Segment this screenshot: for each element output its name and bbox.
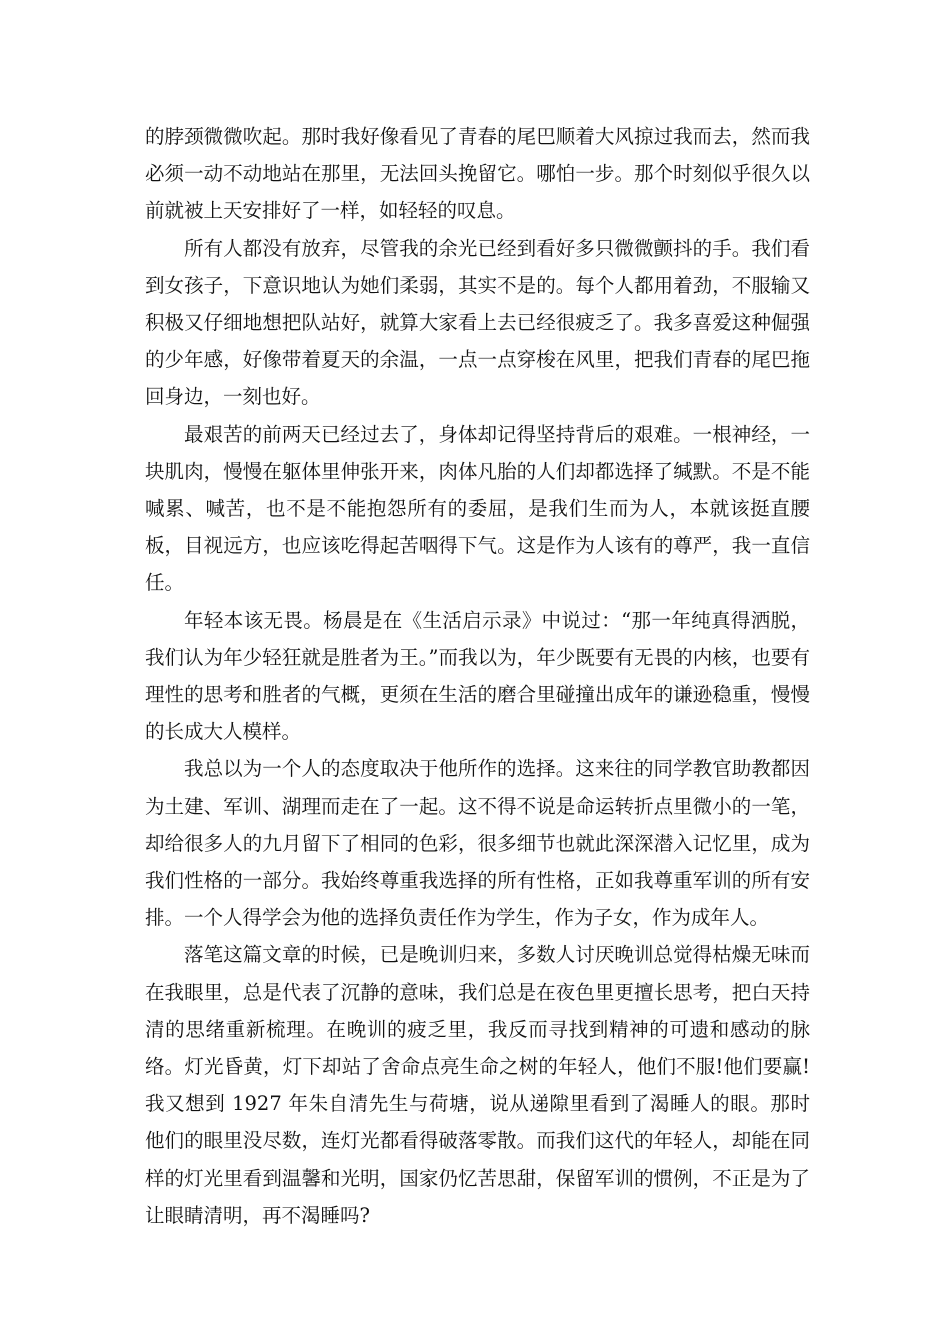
document-body xyxy=(145,118,810,1234)
paragraph: 最艰苦的前两天已经过去了，身体却记得坚持背后的艰难。一根神经，一块肌肉，慢慢在躯体里伸张开来，肉体凡胎的人们却都选择了缄默。不是不能喊累、喊苦，也不是不能抱怨所有的委屈，是我们生而为人，本就该挺直腰板，目视远方，也应该吃得起苦咽得下气。这是作为人该有的尊严，我一直信任。 xyxy=(145,422,810,595)
paragraph: 年轻本该无畏。杨晨是在《生活启示录》中说过：“那一年纯真得洒脱，我们认为年少轻狂就是胜者为王。”而我以为，年少既要有无畏的内核，也要有理性的思考和胜者的气概，更须在生活的磨合里碰撞出成年的谦逊稳重，慢慢的长成大人模样。 xyxy=(145,608,810,744)
paragraph: 我总以为一个人的态度取决于他所作的选择。这来往的同学教官助教都因为土建、军训、湖理而走在了一起。这不得不说是命运转折点里微小的一笔，却给很多人的九月留下了相同的色彩，很多细节也就此深深潜入记忆里，成为我们性格的一部分。我始终尊重我选择的所有性格，正如我尊重军训的所有安排。一个人得学会为他的选择负责任作为学生，作为子女，作为成年人。 xyxy=(145,757,810,930)
paragraph: 所有人都没有放弃，尽管我的余光已经到看好多只微微颤抖的手。我们看到女孩子，下意识地认为她们柔弱，其实不是的。每个人都用着劲，不服输又积极又仔细地想把队站好，就算大家看上去已经很疲乏了。我多喜爱这种倔强的少年感，好像带着夏天的余温，一点一点穿梭在风里，把我们青春的尾巴拖回身边，一刻也好。 xyxy=(145,236,810,409)
paragraph-continued: 的脖颈微微吹起。那时我好像看见了青春的尾巴顺着大风掠过我而去，然而我必须一动不动地站在那里，无法回头挽留它。哪怕一步。那个时刻似乎很久以前就被上天安排好了一样，如轻轻的叹息。 xyxy=(145,125,810,223)
paragraph: 落笔这篇文章的时候，已是晚训归来，多数人讨厌晚训总觉得枯燥无味而在我眼里，总是代表了沉静的意味，我们总是在夜色里更擅长思考，把白天持清的思绪重新梳理。在晚训的疲乏里，我反而寻找到精神的可遗和感动的脉络。灯光昏黄，灯下却站了舍命点亮生命之树的年轻人，他们不服!他们要赢!我又想到 1927 年朱自清先生与荷塘，说从递隙里看到了渴睡人的眼。那时他们的眼里没尽数，连灯光都看得破落零散。而我们这代的年轻人，却能在同样的灯光里看到温馨和光明，国家仍忆苦思甜，保留军训的惯例，不正是为了让眼睛清明，再不渴睡吗? xyxy=(145,943,810,1227)
